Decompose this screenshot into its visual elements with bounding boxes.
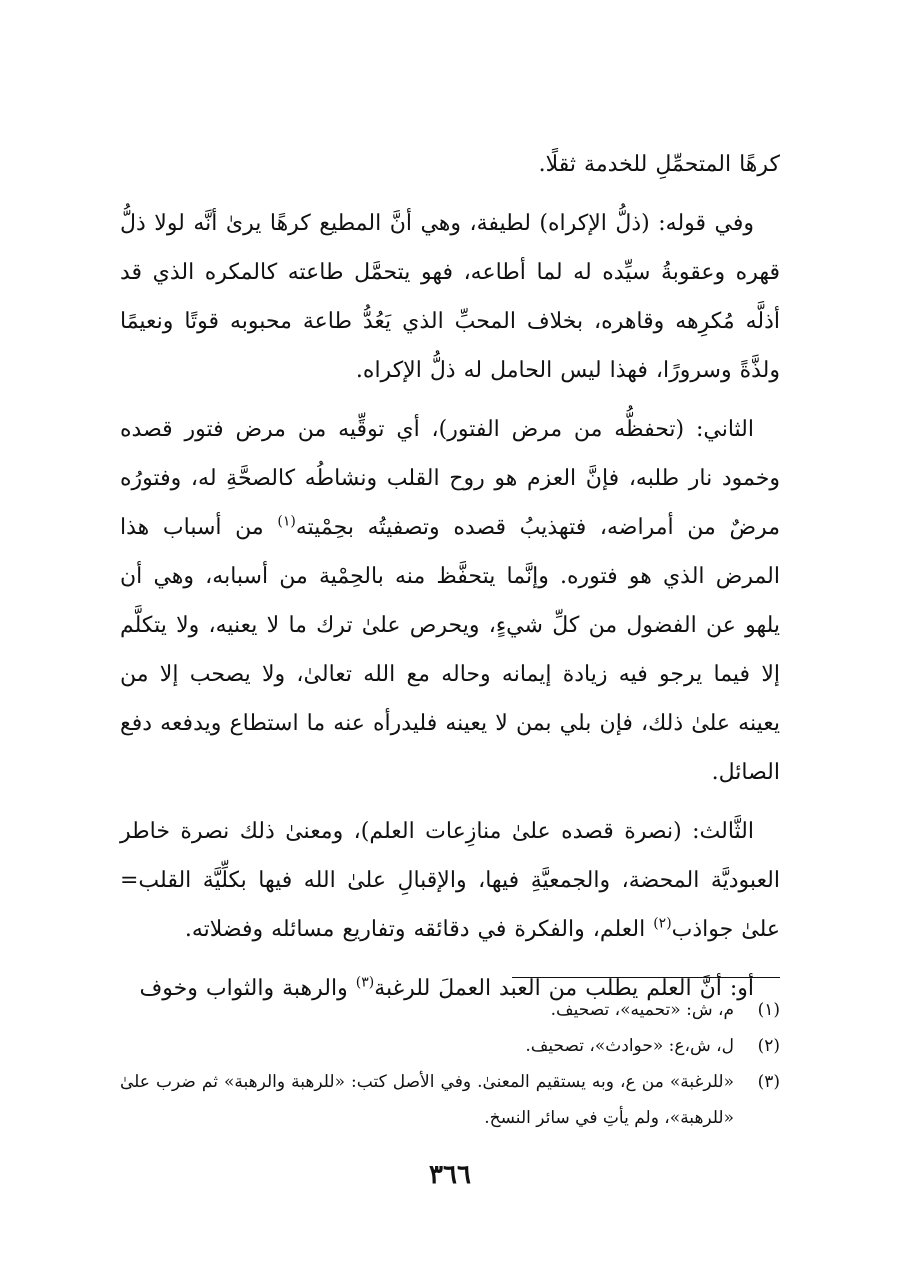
footnote-text: م، ش: «تحميه»، تصحيف. — [550, 1000, 734, 1020]
footnote-1 — [120, 992, 780, 1028]
footnote-ref-1[interactable]: (١) — [277, 513, 296, 530]
footnote-ref-3[interactable]: (٣) — [355, 974, 375, 991]
paragraph-second-point — [120, 405, 780, 797]
paragraph-text: أو: أنَّ العلم يطلب من العبد العملَ للرغبة — [374, 976, 754, 1001]
footnote-number: (٢) — [757, 1036, 780, 1056]
footnote-text: ل، ش،ع: «حوادث»، تصحيف. — [525, 1036, 734, 1056]
footnote-divider — [512, 977, 780, 978]
footnote-text: «للرغبة» من ع، وبه يستقيم المعنىٰ. وفي الأصل كتب: «للرهبة والرهبة» ثم ضرب علىٰ «للرهبة»، ولم يأتِ في سائر النسخ. — [120, 1072, 734, 1128]
footnote-number: (١) — [757, 1000, 780, 1020]
footnote-number: (٣) — [757, 1072, 780, 1092]
paragraph-text: الثَّالث: (نصرة قصده علىٰ منازِعات العلم)، ومعنىٰ ذلك نصرة خاطر العبوديَّة المحضة، والجمعيَّةِ فيها، والإقبالِ علىٰ الله فيها بكلِّيَّة القلب= علىٰ جواذب — [120, 819, 780, 942]
paragraph-text: العلم، والفكرة في دقائقه وتفاريع مسائله وفضلاته. — [184, 917, 646, 942]
paragraph-text: كرهًا المتحمِّلِ للخدمة ثقلًا. — [538, 152, 780, 177]
paragraph-text: وفي قوله: (ذلُّ الإكراه) لطيفة، وهي أنَّ المطيع كرهًا يرىٰ أنَّه لولا ذلُّ قهره وعقوبةُ سيِّده له لما أطاعه، فهو يتحمَّل طاعته كالمكره الذي قد أذلَّه مُكرِهه وقاهره، بخلاف المحبِّ الذي يَعُدُّ طاعة محبوبه قوتًا ونعيمًا ولذَّةً وسرورًا، فهذا ليس الحامل له ذلُّ الإكراه. — [120, 211, 780, 383]
paragraph-text: الثاني: (تحفظُّه من مرض الفتور)، أي توقِّيه من مرض فتور قصده وخمود نار طلبه، فإنَّ العزم هو روح القلب ونشاطُه كالصحَّةِ له، وفتورُه مرضٌ من أمراضه، فتهذيبُ قصده وتصفيتُه بحِمْيته — [120, 417, 780, 540]
paragraph-third-point — [120, 807, 780, 954]
footnote-2 — [120, 1028, 780, 1064]
paragraph-text: والرهبة والثواب وخوف — [139, 976, 348, 1001]
footnote-ref-2[interactable]: (٢) — [653, 915, 672, 932]
page-number: ٣٦٦ — [429, 1160, 471, 1190]
footnotes — [120, 992, 780, 1136]
footnote-3 — [120, 1064, 780, 1136]
paragraph-compulsion-humiliation — [120, 199, 780, 395]
paragraph-continuation — [120, 140, 780, 189]
paragraph-text: من أسباب هذا المرض الذي هو فتوره. وإنَّما يتحفَّظ منه بالحِمْية من أسبابه، وهي أن يلهو عن الفضول من كلِّ شيءٍ، ويحرص علىٰ ترك ما لا يعنيه، ولا يتكلَّم إلا فيما يرجو فيه زيادة إيمانه وحاله مع الله تعالىٰ، ولا يصحب إلا من يعينه علىٰ ذلك، فإن بلي بمن لا يعينه فليدرأه عنه ما استطاع ويدفعه دفع الصائل. — [120, 515, 780, 785]
main-text — [120, 140, 780, 1023]
